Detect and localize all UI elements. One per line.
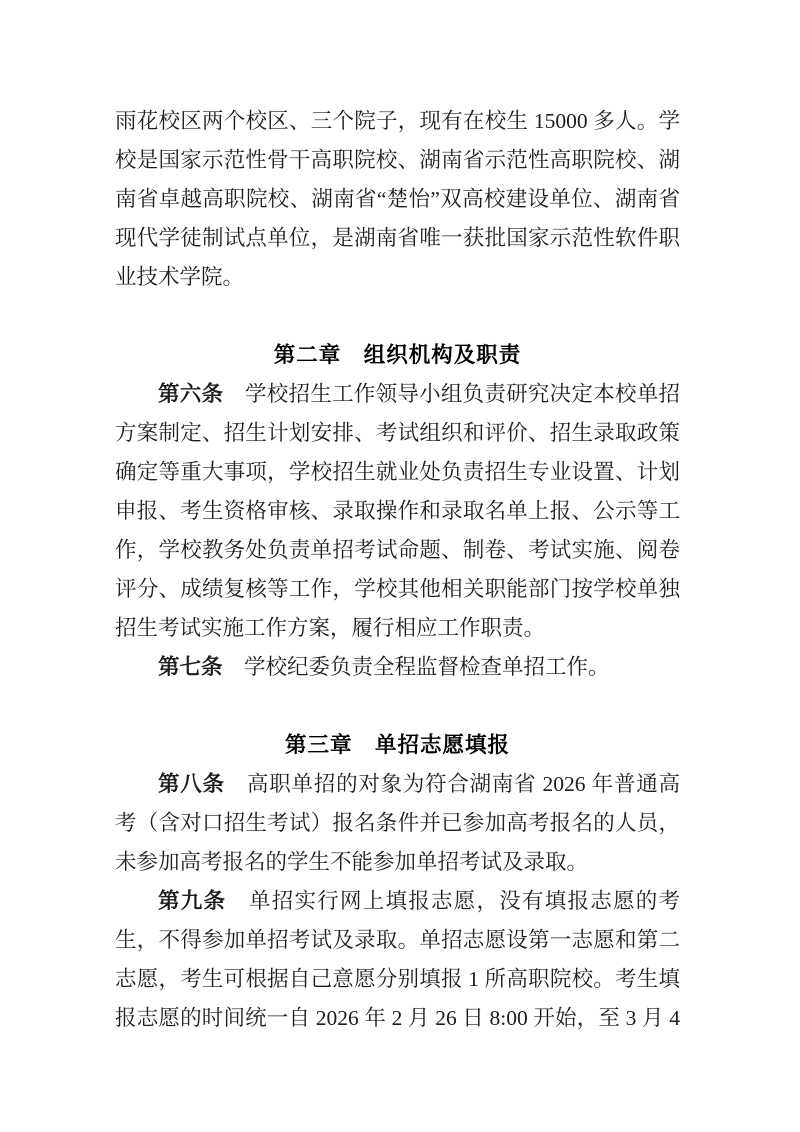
article-8-text: 高职单招的对象为符合湖南省 2026 年普通高考（含对口招生考试）报名条件并已参加高考报名的人员，未参加高考报名的学生不能参加单招考试及录取。 [115,772,680,874]
intro-continuation-paragraph: 雨花校区两个校区、三个院子，现有在校生 15000 多人。学校是国家示范性骨干高职院校、湖南省示范性高职院校、湖南省卓越高职院校、湖南省“楚怡”双高校建设单位、湖南省现代学徒制试点单位，是湖南省唯一获批国家示范性软件职业技术学院。 [115,109,680,289]
article-9-label: 第九条 [158,889,227,913]
chapter-3-heading: 第三章 单招志愿填报 [284,733,510,757]
article-7-text: 学校纪委负责全程监督检查单招工作。 [222,655,610,679]
article-6-label: 第六条 [158,382,224,406]
article-6-text: 学校招生工作领导小组负责研究决定本校单招方案制定、招生计划安排、考试组织和评价、招生录取政策确定等重大事项，学校招生就业处负责招生专业设置、计划申报、考生资格审核、录取操作和录取名单上报、公示等工作，学校教务处负责单招考试命题、制卷、考试实施、阅卷评分、成绩复核等工作，学校其他相关职能部门按学校单独招生考试实施工作方案，履行相应工作职责。 [115,382,680,640]
article-9-text: 单招实行网上填报志愿，没有填报志愿的考生，不得参加单招考试及录取。单招志愿设第一志愿和第二志愿，考生可根据自己意愿分别填报 1 所高职院校。考生填报志愿的时间统一自 2026 年 2 月 26 日 8:00 开始，至 3 月 4 [115,889,680,1030]
article-7-paragraph [115,648,680,687]
article-8-paragraph [115,765,680,882]
article-7-label: 第七条 [158,655,223,679]
article-9-paragraph [115,882,680,1038]
article-8-label: 第八条 [158,772,225,796]
article-6-paragraph [115,375,680,648]
chapter-2-heading: 第二章 组织机构及职责 [273,343,522,367]
